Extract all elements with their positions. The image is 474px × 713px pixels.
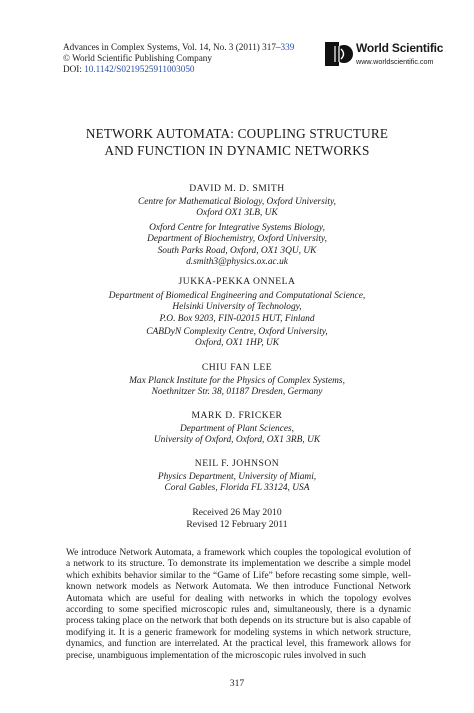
author-name: DAVID M. D. SMITH (189, 183, 285, 194)
copyright-line: © World Scientific Publishing Company (63, 53, 212, 64)
affiliation-line: Noethnitzer Str. 38, 01187 Dresden, Germany (151, 387, 323, 398)
affiliation-line: Department of Plant Sciences, (179, 424, 295, 434)
author-affiliation (0, 327, 474, 350)
revised-date: Revised 12 February 2011 (186, 518, 288, 530)
affiliation-line: Centre for Mathematical Biology, Oxford University, (138, 197, 336, 207)
author-name: CHIU FAN LEE (201, 362, 273, 373)
author-email: d.smith3@physics.ox.ac.uk (186, 257, 288, 268)
author-affiliation (0, 291, 474, 325)
affiliation-line: P.O. Box 9203, FIN-02015 HUT, Finland (159, 313, 315, 324)
affiliation-line: University of Oxford, Oxford, OX1 3RB, UK (153, 435, 321, 446)
page-number: 317 (229, 678, 245, 689)
affiliation-line: Coral Gables, Florida FL 33124, USA (164, 483, 310, 494)
affiliation-line: Max Planck Institute for the Physics of Complex Systems, (129, 376, 345, 386)
journal-header (63, 42, 294, 76)
abstract (66, 548, 411, 662)
publisher-name: World Scientific (356, 41, 444, 55)
affiliation-line: Oxford, OX1 1HP, UK (194, 338, 280, 349)
journal-citation: Advances in Complex Systems, Vol. 14, No. 3 (2011) 317–339 (63, 42, 295, 52)
publisher-logo (325, 40, 460, 70)
author-name: MARK D. FRICKER (191, 410, 283, 421)
affiliation-line: Oxford OX1 3LB, UK (196, 208, 278, 219)
doi-line: DOI: 10.1142/S0219525911003050 (63, 64, 195, 75)
publisher-url: www.worldscientific.com (356, 57, 434, 66)
author-affiliation (0, 472, 474, 495)
received-date: Received 26 May 2010 (192, 507, 282, 518)
affiliation-line: Department of Biochemistry, Oxford University, (147, 234, 327, 245)
author-affiliation (0, 424, 474, 447)
submission-dates (0, 507, 474, 530)
abstract-text: We introduce Network Automata, a framework which couples the topological evolution of a network to its structure. To demonstrate its implementation we describe a simple model which exhibits behavior similar to the “Game of Life” before recasting some simple, well-known network models as Network Automata. We then introduce Functional Network Automata which are useful for dealing with networks in which the topology evolves according to some specified microscopic rules and, simultaneously, there is a dynamic process taking place on the network that both depends on its structure but is also capable of modifying it. It is a generic framework for modeling systems in which network structure, dynamics, and function are interrelated. At the practical level, this framework allows for precise, unambiguous implementation of the microscopic rules involved in such (66, 548, 411, 661)
affiliation-line: Helsinki University of Technology, (172, 302, 302, 313)
author-affiliation (0, 197, 474, 220)
affiliation-line: Oxford Centre for Integrative Systems Biology, (149, 223, 325, 233)
author-name: JUKKA-PEKKA ONNELA (178, 276, 296, 287)
author-affiliation (0, 223, 474, 269)
world-scientific-logo-icon (325, 40, 353, 68)
paper-title (0, 125, 474, 159)
affiliation-line: Department of Biomedical Engineering and Computational Science, (108, 291, 366, 301)
author-affiliation (0, 376, 474, 399)
author-name: NEIL F. JOHNSON (194, 458, 280, 469)
affiliation-line: Physics Department, University of Miami, (157, 472, 317, 482)
page-range-link[interactable]: 339 (280, 42, 295, 52)
title-line-2: AND FUNCTION IN DYNAMIC NETWORKS (104, 143, 370, 158)
title-line-1: NETWORK AUTOMATA: COUPLING STRUCTURE (85, 126, 389, 141)
doi-link[interactable]: 10.1142/S0219525911003050 (84, 64, 195, 75)
affiliation-line: South Parks Road, Oxford, OX1 3QU, UK (157, 245, 317, 256)
affiliation-line: CABDyN Complexity Centre, Oxford University, (146, 327, 328, 337)
